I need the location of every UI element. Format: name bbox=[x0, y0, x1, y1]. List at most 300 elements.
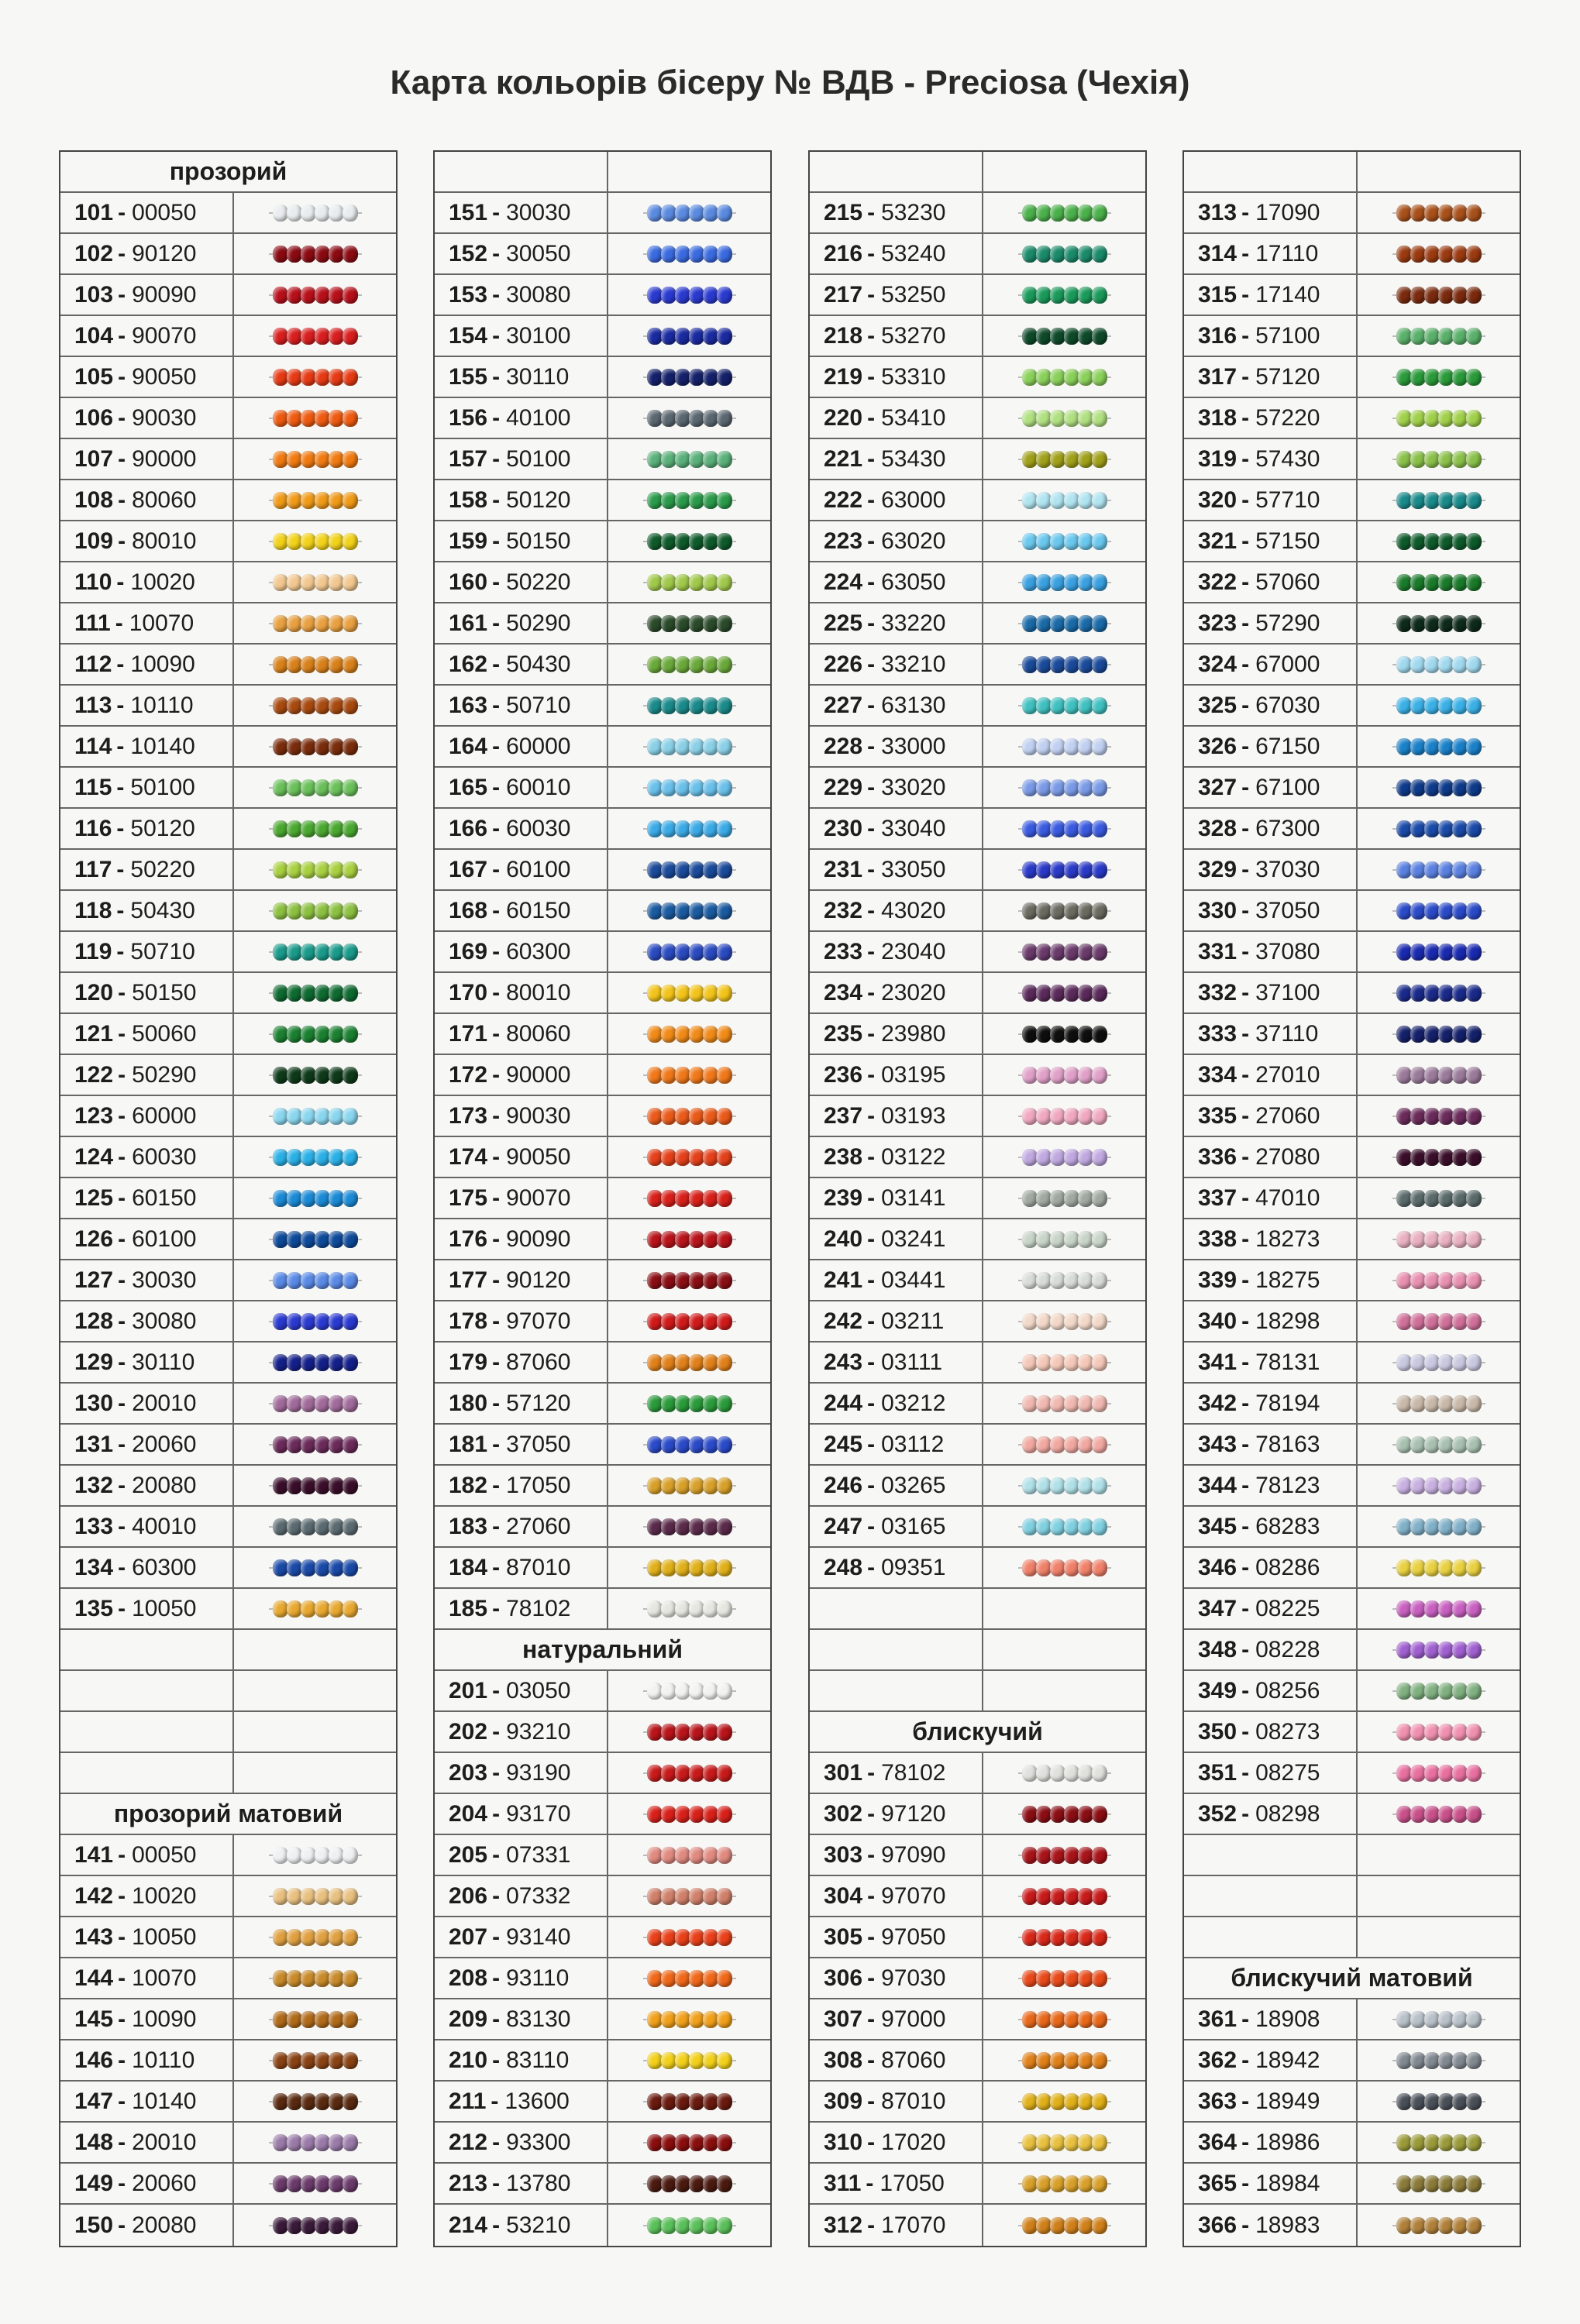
color-code-cell bbox=[810, 891, 983, 930]
color-row bbox=[810, 1548, 1145, 1589]
color-code: 248 bbox=[824, 1554, 863, 1580]
bead bbox=[1410, 328, 1426, 345]
color-code: 144 bbox=[74, 1965, 114, 1991]
color-code: 234 bbox=[824, 979, 863, 1006]
preciosa-number: 18949 bbox=[1255, 2088, 1320, 2114]
bead bbox=[301, 1888, 316, 1905]
bead bbox=[1424, 205, 1440, 222]
color-code: 347 bbox=[1198, 1595, 1237, 1621]
bead-strand-swatch bbox=[274, 2175, 357, 2192]
bead bbox=[1078, 205, 1093, 222]
color-row bbox=[810, 1137, 1145, 1178]
bead bbox=[1064, 1888, 1079, 1905]
color-code-cell bbox=[1184, 1548, 1358, 1587]
color-code: 209 bbox=[449, 2006, 488, 2032]
preciosa-number: 10020 bbox=[132, 1882, 197, 1909]
color-code: 227 bbox=[824, 692, 863, 718]
bead bbox=[1064, 861, 1079, 878]
bead bbox=[1396, 1724, 1412, 1741]
bead bbox=[1396, 1395, 1412, 1412]
bead bbox=[343, 451, 358, 468]
bead bbox=[343, 1149, 358, 1166]
color-row bbox=[435, 932, 770, 973]
bead-strand-swatch bbox=[1397, 369, 1481, 386]
bead bbox=[1410, 2011, 1426, 2028]
preciosa-number: 93140 bbox=[506, 1923, 571, 1950]
bead bbox=[1092, 1354, 1107, 1371]
bead bbox=[675, 985, 690, 1002]
bead bbox=[287, 820, 302, 837]
bead bbox=[329, 205, 344, 222]
bead-swatch-cell bbox=[983, 1876, 1145, 1916]
bead-swatch-cell bbox=[608, 316, 770, 356]
preciosa-number: 97030 bbox=[881, 1965, 946, 1991]
color-row bbox=[810, 603, 1145, 645]
bead bbox=[1092, 2052, 1107, 2069]
preciosa-number: 50290 bbox=[132, 1061, 197, 1088]
bead-swatch-cell bbox=[983, 973, 1145, 1012]
bead bbox=[287, 1026, 302, 1043]
color-code-cell bbox=[1184, 275, 1358, 315]
preciosa-number: 53430 bbox=[881, 445, 946, 472]
bead bbox=[1424, 1354, 1440, 1371]
color-code-cell bbox=[60, 521, 234, 561]
preciosa-number: 90120 bbox=[132, 240, 197, 266]
color-code: 329 bbox=[1198, 856, 1237, 882]
bead bbox=[1438, 1559, 1454, 1576]
code-separator: - bbox=[1241, 445, 1250, 472]
bead-swatch-cell bbox=[608, 193, 770, 232]
bead bbox=[1078, 1272, 1093, 1289]
color-row bbox=[810, 1794, 1145, 1835]
bead bbox=[661, 1806, 676, 1823]
code-separator: - bbox=[118, 363, 126, 390]
bead-swatch-cell bbox=[234, 809, 396, 848]
code-separator: - bbox=[118, 1308, 126, 1334]
bead bbox=[703, 944, 718, 961]
code-separator: - bbox=[867, 610, 876, 636]
bead bbox=[647, 287, 663, 304]
bead bbox=[675, 1108, 690, 1125]
bead-strand-swatch bbox=[274, 738, 357, 755]
color-code: 126 bbox=[74, 1226, 114, 1252]
bead bbox=[689, 410, 704, 427]
preciosa-number: 90090 bbox=[132, 281, 197, 308]
preciosa-number: 03165 bbox=[881, 1513, 946, 1539]
color-row bbox=[1184, 275, 1520, 316]
bead-strand-swatch bbox=[1023, 1313, 1107, 1330]
color-code: 167 bbox=[449, 856, 488, 882]
code-separator: - bbox=[1241, 856, 1250, 882]
code-separator: - bbox=[492, 815, 501, 841]
color-code: 348 bbox=[1198, 1636, 1237, 1662]
bead bbox=[703, 1067, 718, 1084]
bead bbox=[717, 985, 732, 1002]
bead bbox=[1036, 1108, 1052, 1125]
preciosa-number: 97050 bbox=[881, 1923, 946, 1950]
color-code-cell bbox=[435, 2123, 608, 2162]
bead bbox=[689, 2175, 704, 2192]
bead bbox=[647, 205, 663, 222]
bead bbox=[287, 1272, 302, 1289]
color-row bbox=[435, 1589, 770, 1630]
bead bbox=[329, 410, 344, 427]
bead bbox=[647, 1888, 663, 1905]
bead bbox=[1438, 2134, 1454, 2151]
color-code-cell bbox=[435, 973, 608, 1012]
bead-strand-swatch bbox=[1023, 1149, 1107, 1166]
code-separator: - bbox=[492, 404, 501, 431]
bead bbox=[1438, 1313, 1454, 1330]
color-code: 219 bbox=[824, 363, 863, 390]
bead bbox=[1036, 1765, 1052, 1782]
code-separator: - bbox=[867, 528, 876, 554]
preciosa-number: 10110 bbox=[130, 692, 194, 718]
bead-strand-swatch bbox=[1023, 1806, 1107, 1823]
bead bbox=[703, 1190, 718, 1207]
code-separator: - bbox=[492, 2170, 501, 2196]
bead bbox=[717, 1600, 732, 1618]
bead bbox=[1396, 574, 1412, 591]
bead bbox=[717, 1026, 732, 1043]
code-separator: - bbox=[867, 1308, 876, 1334]
color-code: 174 bbox=[449, 1143, 488, 1170]
color-code-cell bbox=[1184, 1753, 1358, 1793]
bead bbox=[301, 2011, 316, 2028]
bead-swatch-cell bbox=[1358, 2205, 1520, 2246]
bead-strand-swatch bbox=[1397, 1642, 1481, 1659]
bead bbox=[1092, 1806, 1107, 1823]
color-code-cell bbox=[60, 686, 234, 725]
color-row bbox=[435, 357, 770, 398]
bead bbox=[647, 1272, 663, 1289]
preciosa-number: 17140 bbox=[1255, 281, 1320, 308]
bead bbox=[329, 985, 344, 1002]
preciosa-number: 67100 bbox=[1255, 774, 1320, 800]
bead bbox=[1396, 2175, 1412, 2192]
bead-swatch-cell bbox=[234, 645, 396, 684]
color-code: 351 bbox=[1198, 1759, 1237, 1786]
bead-strand-swatch bbox=[274, 779, 357, 796]
bead bbox=[1036, 2217, 1052, 2234]
color-code: 309 bbox=[824, 2088, 863, 2114]
bead-strand-swatch bbox=[1397, 205, 1481, 222]
color-code: 146 bbox=[74, 2047, 114, 2073]
bead bbox=[703, 1436, 718, 1453]
preciosa-number: 93170 bbox=[506, 1800, 571, 1827]
code-separator: - bbox=[1241, 1554, 1250, 1580]
bead bbox=[287, 533, 302, 550]
bead bbox=[1050, 1272, 1065, 1289]
bead bbox=[717, 2217, 732, 2234]
bead bbox=[689, 902, 704, 920]
bead bbox=[689, 1354, 704, 1371]
color-row bbox=[1184, 1219, 1520, 1260]
code-separator: - bbox=[867, 281, 876, 308]
bead bbox=[273, 2175, 288, 2192]
bead bbox=[1410, 1395, 1426, 1412]
color-code: 325 bbox=[1198, 692, 1237, 718]
bead-swatch-cell bbox=[1358, 1178, 1520, 1218]
bead bbox=[1078, 1108, 1093, 1125]
color-code: 337 bbox=[1198, 1184, 1237, 1211]
bead bbox=[1466, 1806, 1482, 1823]
preciosa-number: 57710 bbox=[1255, 486, 1320, 513]
color-row bbox=[60, 1876, 396, 1917]
bead-swatch-cell bbox=[1358, 727, 1520, 766]
preciosa-number: 60150 bbox=[506, 897, 571, 923]
color-code: 148 bbox=[74, 2129, 114, 2155]
color-code: 149 bbox=[74, 2170, 114, 2196]
code-separator: - bbox=[867, 1102, 876, 1129]
bead bbox=[717, 287, 732, 304]
color-code-cell bbox=[435, 2164, 608, 2203]
bead bbox=[343, 779, 358, 796]
bead bbox=[689, 1559, 704, 1576]
code-separator: - bbox=[118, 1923, 126, 1950]
bead bbox=[1036, 1026, 1052, 1043]
bead bbox=[1078, 2052, 1093, 2069]
color-column-1 bbox=[59, 150, 398, 2247]
color-code: 109 bbox=[74, 528, 114, 554]
bead bbox=[647, 1765, 663, 1782]
code-separator: - bbox=[118, 1513, 126, 1539]
bead bbox=[343, 1436, 358, 1453]
preciosa-number: 50220 bbox=[130, 856, 195, 882]
color-code: 113 bbox=[74, 692, 112, 718]
bead bbox=[1050, 1436, 1065, 1453]
preciosa-number: 90030 bbox=[506, 1102, 571, 1129]
bead bbox=[1424, 1642, 1440, 1659]
preciosa-number: 78102 bbox=[506, 1595, 571, 1621]
bead bbox=[1438, 615, 1454, 632]
color-row bbox=[1184, 316, 1520, 357]
bead bbox=[689, 738, 704, 755]
bead bbox=[1396, 1149, 1412, 1166]
color-code-cell bbox=[1184, 1096, 1358, 1136]
color-row bbox=[435, 1384, 770, 1425]
bead bbox=[1466, 1395, 1482, 1412]
bead bbox=[1092, 656, 1107, 673]
color-code-cell bbox=[1184, 357, 1358, 397]
bead bbox=[1036, 738, 1052, 755]
color-code-cell bbox=[810, 439, 983, 479]
color-code: 305 bbox=[824, 1923, 863, 1950]
preciosa-number: 30050 bbox=[506, 240, 571, 266]
bead bbox=[1438, 1067, 1454, 1084]
bead bbox=[301, 1518, 316, 1535]
bead bbox=[1410, 1313, 1426, 1330]
bead bbox=[301, 985, 316, 1002]
bead bbox=[287, 1970, 302, 1987]
bead-swatch-cell bbox=[983, 727, 1145, 766]
preciosa-number: 10140 bbox=[132, 2088, 197, 2114]
code-separator: - bbox=[867, 2129, 876, 2155]
bead-swatch-cell bbox=[234, 1342, 396, 1382]
bead bbox=[273, 1477, 288, 1494]
color-code-cell bbox=[1184, 193, 1358, 232]
bead bbox=[689, 1067, 704, 1084]
bead bbox=[1092, 1847, 1107, 1864]
color-code-cell bbox=[1184, 1671, 1358, 1710]
empty-code-cell bbox=[60, 1671, 234, 1710]
bead bbox=[301, 1354, 316, 1371]
bead bbox=[329, 738, 344, 755]
color-code-cell bbox=[1184, 2164, 1358, 2203]
bead bbox=[1452, 615, 1468, 632]
bead-swatch-cell bbox=[608, 603, 770, 643]
bead bbox=[315, 1600, 330, 1618]
bead bbox=[1050, 944, 1065, 961]
bead-swatch-cell bbox=[983, 562, 1145, 602]
bead bbox=[1410, 2217, 1426, 2234]
bead bbox=[1064, 2134, 1079, 2151]
code-separator: - bbox=[1241, 322, 1250, 349]
bead bbox=[661, 328, 676, 345]
preciosa-number: 53310 bbox=[881, 363, 946, 390]
code-separator: - bbox=[492, 1431, 501, 1457]
bead bbox=[315, 2217, 330, 2234]
bead-swatch-cell bbox=[608, 1958, 770, 1998]
code-separator: - bbox=[867, 1759, 876, 1786]
color-code-cell bbox=[1184, 727, 1358, 766]
code-separator: - bbox=[1241, 897, 1250, 923]
bead bbox=[1022, 1313, 1038, 1330]
bead bbox=[301, 328, 316, 345]
code-separator: - bbox=[867, 569, 876, 595]
bead bbox=[1396, 1806, 1412, 1823]
preciosa-number: 18942 bbox=[1255, 2047, 1320, 2073]
bead bbox=[315, 1190, 330, 1207]
bead bbox=[1064, 328, 1079, 345]
bead bbox=[329, 1026, 344, 1043]
color-row bbox=[60, 932, 396, 973]
bead bbox=[287, 2093, 302, 2110]
code-separator: - bbox=[1241, 404, 1250, 431]
bead bbox=[1466, 1559, 1482, 1576]
bead bbox=[1410, 2093, 1426, 2110]
color-row bbox=[1184, 1342, 1520, 1384]
bead-strand-swatch bbox=[1397, 1231, 1481, 1248]
preciosa-number: 17050 bbox=[879, 2170, 945, 2196]
bead bbox=[1452, 1600, 1468, 1618]
color-code-cell bbox=[60, 1999, 234, 2039]
color-row bbox=[435, 562, 770, 603]
bead-swatch-cell bbox=[1358, 686, 1520, 725]
color-row bbox=[810, 2082, 1145, 2123]
bead bbox=[287, 1477, 302, 1494]
bead bbox=[689, 1888, 704, 1905]
bead bbox=[1022, 902, 1038, 920]
bead bbox=[1396, 1026, 1412, 1043]
color-code: 349 bbox=[1198, 1677, 1237, 1703]
color-code-cell bbox=[1184, 2123, 1358, 2162]
bead bbox=[1452, 2134, 1468, 2151]
bead-strand-swatch bbox=[274, 533, 357, 550]
color-code-cell bbox=[60, 2164, 234, 2203]
code-separator: - bbox=[118, 2212, 126, 2238]
bead bbox=[1078, 779, 1093, 796]
bead bbox=[717, 1847, 732, 1864]
bead-swatch-cell bbox=[234, 1876, 396, 1916]
bead bbox=[1424, 451, 1440, 468]
bead bbox=[1050, 902, 1065, 920]
bead-strand-swatch bbox=[648, 820, 731, 837]
section-header: натуральний bbox=[435, 1630, 770, 1671]
bead-swatch-cell bbox=[234, 521, 396, 561]
bead bbox=[675, 1765, 690, 1782]
bead bbox=[703, 1272, 718, 1289]
bead bbox=[343, 2175, 358, 2192]
bead bbox=[1438, 410, 1454, 427]
bead bbox=[1036, 1395, 1052, 1412]
bead bbox=[1022, 1477, 1038, 1494]
bead-strand-swatch bbox=[648, 1929, 731, 1946]
preciosa-number: 33040 bbox=[881, 815, 946, 841]
bead bbox=[675, 1724, 690, 1741]
preciosa-number: 10070 bbox=[129, 610, 194, 636]
bead bbox=[1078, 1313, 1093, 1330]
color-code: 324 bbox=[1198, 651, 1237, 677]
bead bbox=[329, 369, 344, 386]
bead bbox=[1438, 902, 1454, 920]
bead bbox=[1452, 1683, 1468, 1700]
bead bbox=[689, 1190, 704, 1207]
bead bbox=[1410, 451, 1426, 468]
color-code-cell bbox=[60, 809, 234, 848]
bead bbox=[689, 615, 704, 632]
bead-strand-swatch bbox=[1023, 861, 1107, 878]
color-code-cell bbox=[435, 562, 608, 602]
bead bbox=[301, 820, 316, 837]
color-code-cell bbox=[435, 891, 608, 930]
bead bbox=[1092, 246, 1107, 263]
bead bbox=[647, 1847, 663, 1864]
bead bbox=[675, 1888, 690, 1905]
color-row bbox=[60, 727, 396, 768]
bead bbox=[1078, 2175, 1093, 2192]
color-code-cell bbox=[435, 275, 608, 315]
bead bbox=[1092, 738, 1107, 755]
preciosa-number: 13780 bbox=[506, 2170, 571, 2196]
bead bbox=[1092, 287, 1107, 304]
preciosa-number: 18986 bbox=[1255, 2129, 1320, 2155]
color-row bbox=[60, 645, 396, 686]
color-code-cell bbox=[435, 193, 608, 232]
color-row bbox=[60, 1999, 396, 2040]
color-code: 315 bbox=[1198, 281, 1237, 308]
code-separator: - bbox=[867, 2006, 876, 2032]
preciosa-number: 10090 bbox=[132, 2006, 197, 2032]
preciosa-number: 08256 bbox=[1255, 1677, 1320, 1703]
color-row bbox=[435, 193, 770, 234]
bead bbox=[661, 1724, 676, 1741]
preciosa-number: 03211 bbox=[881, 1308, 945, 1334]
bead bbox=[1410, 1231, 1426, 1248]
color-row bbox=[810, 850, 1145, 891]
bead-strand-swatch bbox=[648, 1354, 731, 1371]
bead-strand-swatch bbox=[274, 328, 357, 345]
bead bbox=[1410, 1642, 1426, 1659]
color-row bbox=[435, 768, 770, 809]
bead-strand-swatch bbox=[274, 944, 357, 961]
color-row bbox=[435, 1178, 770, 1219]
bead-strand-swatch bbox=[1023, 2217, 1107, 2234]
bead bbox=[287, 1888, 302, 1905]
bead bbox=[1022, 1026, 1038, 1043]
color-code: 210 bbox=[449, 2047, 488, 2073]
bead bbox=[1064, 205, 1079, 222]
